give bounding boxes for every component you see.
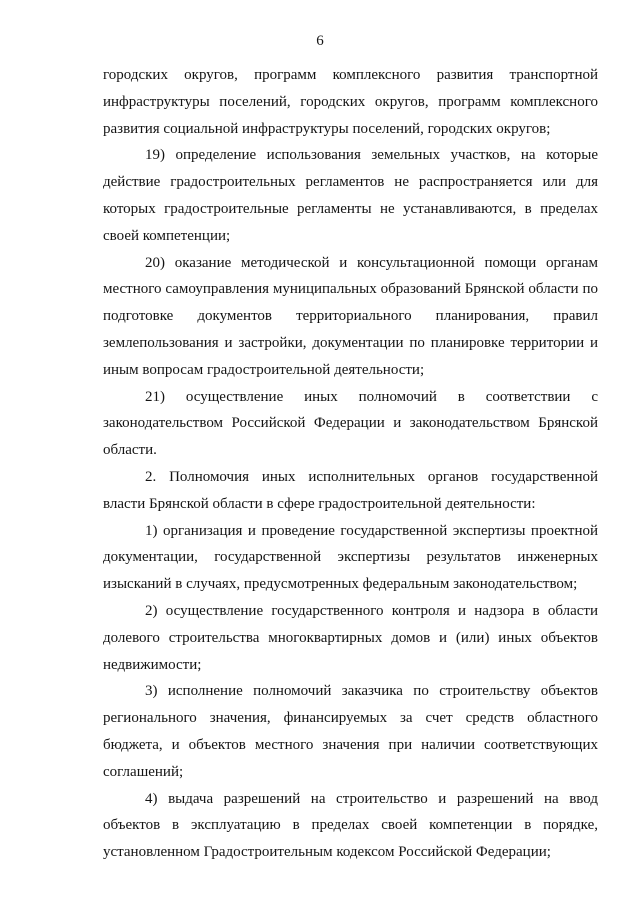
paragraph-item-4: 4) выдача разрешений на строительство и разрешений на ввод объектов в эксплуатацию в пределах своей компетенции в порядке, установленном Градостроительным кодексом Российской Федерации; [103, 790, 598, 861]
paragraph-item-2: 2) осуществление государственного контроля и надзора в области долевого строительства многоквартирных домов и (или) иных объектов недвижимости; [103, 602, 598, 673]
document-body [103, 62, 598, 866]
paragraph-item-1: 1) организация и проведение государственной экспертизы проектной документации, государственной экспертизы результатов инженерных изысканий в случаях, предусмотренных федеральным законодательством; [103, 522, 598, 593]
paragraph-continuation: городских округов, программ комплексного развития транспортной инфраструктуры поселений, городских округов, программ комплексного развития социальной инфраструктуры поселений, городских округов; [103, 67, 598, 137]
page-number: 6 [316, 33, 324, 49]
paragraph-item-21: 21) осуществление иных полномочий в соответствии с законодательством Российской Федерации и законодательством Брянской области. [103, 388, 598, 459]
paragraph-item-19: 19) определение использования земельных участков, на которые действие градостроительных регламентов не распространяется или для которых градостроительные регламенты не устанавливаются, в пределах своей компетенции; [103, 147, 598, 244]
paragraph-section-2: 2. Полномочия иных исполнительных органов государственной власти Брянской области в сфере градостроительной деятельности: [103, 468, 598, 512]
paragraph-item-3: 3) исполнение полномочий заказчика по строительству объектов регионального значения, финансируемых за счет средств областного бюджета, и объектов местного значения при наличии соответствующих соглашений; [103, 683, 598, 780]
paragraph-item-20: 20) оказание методической и консультационной помощи органам местного самоуправления муниципальных образований Брянской области по подготовке документов территориального планирования, правил землепользования и застройки, документации по планировке территории и иным вопросам градостроительной деятельности; [103, 254, 598, 378]
